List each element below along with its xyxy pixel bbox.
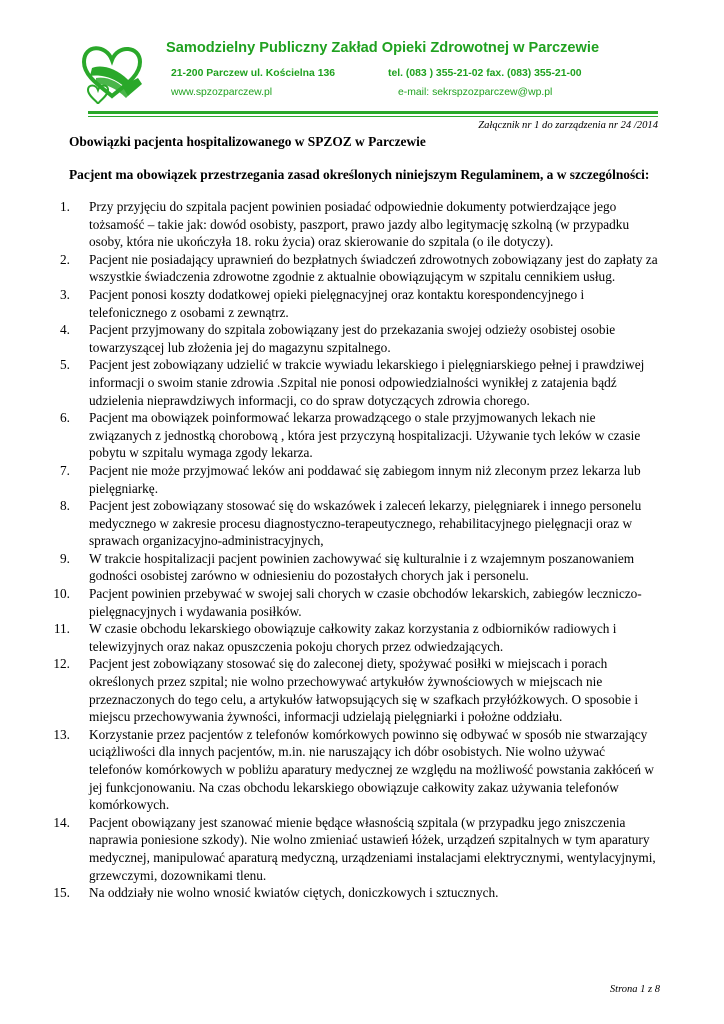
document-title: Obowiązki pacjenta hospitalizowanego w SPZOZ w Parczewie [69,134,426,149]
rule-text: Pacjent obowiązany jest szanować mienie będące własnością szpitala (w przypadku jego zniszczenia naprawia poniesione szkody). Nie wolno zmieniać ustawień łóżek, urządzeń szpitalnych w tym aparatury medycznej, manipulować aparaturą medyczną, urządzeniami instalacjami elektrycznymi, wentylacyjnymi, grzewczymi, dozownikami tlenu. [89,814,656,883]
rule-number: 7. [60,462,70,478]
rule-item [0,198,724,251]
organization-website: www.spzozparczew.pl [171,87,273,98]
rule-text: Korzystanie przez pacjentów z telefonów komórkowych powinno się odbywać w sposób nie stwarzający uciążliwości dla innych pacjentów, m.in. nie naruszający ich dóbr osobistych. Nie wolno używać telefonów komórkowych w pobliżu aparatury medycznej ze względu na możliwość powstania zakłóceń w jej funkcjonowaniu. Na czas obchodu lekarskiego obowiązuje całkowity zakaz używania telefonów komórkowych. [89,726,654,813]
rule-text: Pacjent nie posiadający uprawnień do bezpłatnych świadczeń zdrowotnych zobowiązany jest do zapłaty za wszystkie świadczenia zdrowotne zgodnie z aktualnie obowiązującym w szpitalu cennikiem usług. [89,251,658,285]
rule-item [0,726,724,814]
rule-item [0,462,724,497]
rule-text: Przy przyjęciu do szpitala pacjent powinien posiadać odpowiednie dokumenty potwierdzające jego tożsamość – takie jak: dowód osobisty, paszport, prawo jazdy albo legitymację szkolną (w przypadku osoby, która nie ukończyła 18. roku życia) oraz skierowanie do szpitala (o ile dotyczy). [89,199,630,250]
rule-number: 12. [53,656,70,672]
rule-text: Pacjent powinien przebywać w swojej sali chorych w czasie obchodów lekarskich, zabiegów leczniczo-pielęgnacyjnych i wydawania posiłków. [89,586,642,619]
rules-list [0,198,724,902]
rule-number: 10. [53,586,70,602]
rule-item [0,585,724,620]
rule-text: Pacjent jest zobowiązany stosować się do zaleconej diety, spożywać posiłki w miejscach i porach określonych przez szpital; nie wolno przechowywać artykułów żywnościowych w miejscach nie przeznaczonych do tego celu, a artykułów łatwopsujących się w szafkach przyłóżkowych. O sposobie i miejscu przechowywania żywności, informacji udzielają pielęgniarki i położne oddziału. [89,656,639,725]
rule-number: 5. [60,357,70,373]
rule-number: 8. [60,498,70,514]
organization-address: 21-200 Parczew ul. Kościelna 136 [171,68,336,79]
header-divider [88,111,658,114]
rule-number: 13. [53,726,70,742]
rule-number: 4. [60,322,70,338]
rule-number: 11. [53,621,70,637]
rule-item [0,286,724,321]
rule-item [0,884,724,902]
annex-note: Załącznik nr 1 do zarządzenia nr 24 /2014 [478,120,658,131]
rule-number: 14. [53,814,70,830]
rule-text: W czasie obchodu lekarskiego obowiązuje całkowity zakaz korzystania z odbiorników radiowych i telewizyjnych oraz nakaz opuszczenia pokoju chorych przez odwiedzających. [89,621,617,654]
intro-paragraph: Pacjent ma obowiązek przestrzegania zasad określonych niniejszym Regulaminem, a w szczególności: [69,167,650,182]
rule-item [0,251,724,286]
rule-item [0,655,724,725]
rule-item [0,497,724,550]
organization-name: Samodzielny Publiczny Zakład Opieki Zdrowotnej w Parczewie [166,40,600,56]
rule-text: Pacjent jest zobowiązany stosować się do wskazówek i zaleceń lekarzy, pielęgniarek i innego personelu medycznego w zakresie procesu diagnostyczno-terapeutycznego, rehabilitacyjnego pielęgnacji oraz w sprawach organizacyjno-administracyjnych, [89,498,642,549]
header-divider-thin [88,116,658,117]
rule-number: 1. [60,199,70,214]
rule-text: Pacjent ponosi koszty dodatkowej opieki pielęgnacyjnej oraz kontaktu korespondencyjnego i telefonicznego z osobami z zewnątrz. [89,286,585,320]
rule-number: 15. [53,885,70,901]
rule-item [0,321,724,356]
rule-item [0,356,724,409]
rule-text: Pacjent nie może przyjmować leków ani poddawać się zabiegom innym niż zleconym przez lekarza lub pielęgniarkę. [89,462,641,496]
page-number: Strona 1 z 8 [609,984,660,995]
rule-text: W trakcie hospitalizacji pacjent powinien zachowywać się kulturalnie i z wzajemnym poszanowaniem godności osobistej zarówno w odniesieniu do pozostałych chorych jak i personelu. [89,550,635,584]
rule-number: 6. [60,410,70,426]
rule-text: Pacjent jest zobowiązany udzielić w trakcie wywiadu lekarskiego i pielęgniarskiego pełnej i prawdziwej informacji o swoim stanie zdrowia .Szpital nie ponosi odpowiedzialności wynikłej z zatajenia bądź udzielenia nieprawdziwych informacji, co do spraw dotyczących zdrowia chorego. [89,357,645,408]
rule-item [0,814,724,884]
heart-hands-logo-icon [78,38,148,106]
rule-text: Na oddziały nie wolno wnosić kwiatów ciętych, doniczkowych i sztucznych. [89,885,499,901]
rule-item [0,409,724,462]
rule-text: Pacjent ma obowiązek poinformować lekarza prowadzącego o stale przyjmowanych lekach nie związanych z jednostką chorobową , która jest przyczyną hospitalizacji. Używanie tych leków w czasie pobytu w szpitalu wymaga zgody lekarza. [89,410,641,461]
rule-number: 2. [60,251,70,267]
organization-email: e-mail: sekrspzozparczew@wp.pl [398,87,553,98]
rule-item [0,550,724,585]
rule-number: 9. [60,550,70,566]
rule-number: 3. [60,286,70,302]
organization-phones: tel. (083 ) 355-21-02 fax. (083) 355-21-00 [388,68,582,79]
rule-text: Pacjent przyjmowany do szpitala zobowiązany jest do przekazania swojej odzieży osobistej osobie towarzyszącej lub złożenia jej do magazynu szpitalnego. [89,322,616,355]
rule-item [0,620,724,655]
